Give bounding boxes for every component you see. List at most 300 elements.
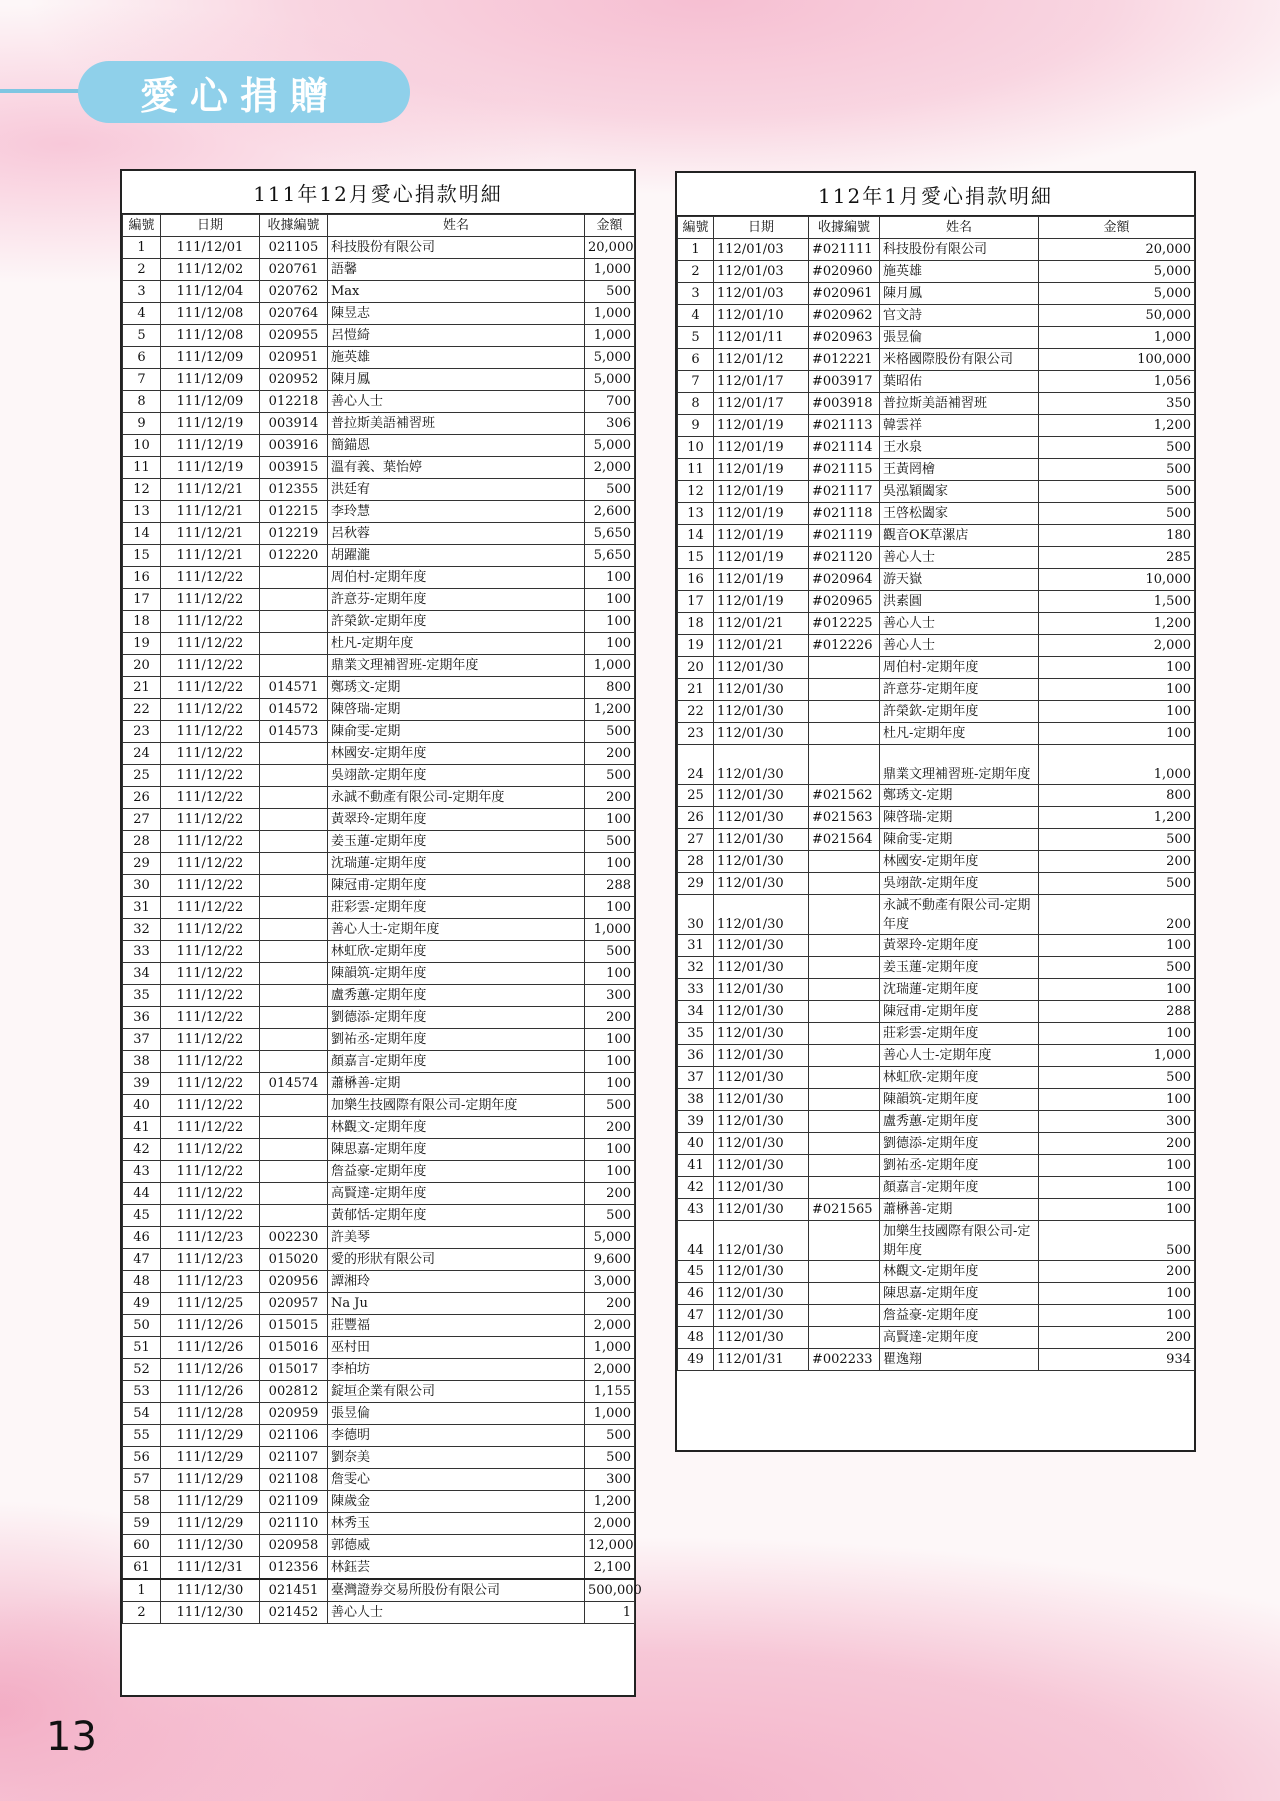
cell-date: 111/12/22 [161, 589, 260, 611]
cell-receipt-number: 002812 [260, 1381, 328, 1403]
table-row [123, 1315, 635, 1337]
cell-amount: 1,000 [585, 303, 635, 325]
cell-date: 111/12/22 [161, 1007, 260, 1029]
cell-row-number: 36 [678, 1045, 714, 1067]
cell-receipt-number: 015017 [260, 1359, 328, 1381]
cell-amount: 500 [585, 1205, 635, 1227]
cell-receipt-number: #012226 [809, 635, 880, 657]
cell-amount: 100 [585, 589, 635, 611]
donation-table-dec [120, 169, 642, 1697]
cell-row-number: 2 [678, 261, 714, 283]
cell-receipt-number [260, 941, 328, 963]
cell-row-number: 24 [123, 743, 161, 765]
cell-receipt-number: 003914 [260, 413, 328, 435]
donation-table-jan [675, 171, 1196, 1452]
cell-receipt-number [260, 1161, 328, 1183]
cell-amount: 100 [1039, 979, 1195, 1001]
table-header-row [123, 215, 635, 237]
cell-amount: 1,000 [585, 919, 635, 941]
table-row [678, 935, 1195, 957]
table-row [123, 721, 635, 743]
cell-amount: 100 [585, 1161, 635, 1183]
cell-donor-name: 葉昭佑 [880, 371, 1039, 393]
donation-table [122, 214, 642, 1624]
cell-donor-name: 蕭楙善-定期 [880, 1199, 1039, 1221]
cell-receipt-number [809, 1023, 880, 1045]
cell-amount: 5,000 [585, 347, 635, 369]
cell-amount: 200 [585, 1007, 635, 1029]
table-row [678, 305, 1195, 327]
cell-receipt-number [809, 1177, 880, 1199]
cell-date: 111/12/09 [161, 369, 260, 391]
cell-receipt-number: 020956 [260, 1271, 328, 1293]
table-row [123, 963, 635, 985]
cell-donor-name: 劉祐丞-定期年度 [328, 1029, 585, 1051]
cell-date: 111/12/22 [161, 897, 260, 919]
cell-donor-name: 杜凡-定期年度 [328, 633, 585, 655]
cell-receipt-number [260, 655, 328, 677]
cell-row-number: 40 [678, 1133, 714, 1155]
table-row [678, 1045, 1195, 1067]
table-row [678, 1001, 1195, 1023]
cell-amount: 5,000 [585, 369, 635, 391]
cell-donor-name: 黃翠玲-定期年度 [880, 935, 1039, 957]
cell-date: 112/01/30 [714, 807, 809, 829]
table-row [678, 1133, 1195, 1155]
cell-row-number: 14 [678, 525, 714, 547]
table-row [123, 1513, 635, 1535]
cell-row-number: 27 [123, 809, 161, 831]
cell-date: 111/12/29 [161, 1491, 260, 1513]
cell-donor-name: 劉德添-定期年度 [880, 1133, 1039, 1155]
cell-receipt-number: 012219 [260, 523, 328, 545]
cell-donor-name: 李德明 [328, 1425, 585, 1447]
cell-date: 112/01/03 [714, 261, 809, 283]
cell-donor-name: 陳月鳳 [880, 283, 1039, 305]
cell-donor-name: 劉祐丞-定期年度 [880, 1155, 1039, 1177]
cell-amount: 100 [585, 1051, 635, 1073]
cell-receipt-number: 021452 [260, 1602, 328, 1624]
cell-receipt-number [809, 873, 880, 895]
cell-receipt-number: 020959 [260, 1403, 328, 1425]
cell-date: 112/01/21 [714, 635, 809, 657]
cell-amount: 2,000 [1039, 635, 1195, 657]
table-row [123, 501, 635, 523]
cell-amount: 2,000 [585, 457, 635, 479]
cell-amount: 200 [585, 1183, 635, 1205]
cell-row-number: 52 [123, 1359, 161, 1381]
cell-amount: 500 [1039, 1067, 1195, 1089]
cell-receipt-number [260, 963, 328, 985]
cell-donor-name: 巫村田 [328, 1337, 585, 1359]
table-row [678, 503, 1195, 525]
cell-donor-name: 善心人士 [328, 1602, 585, 1624]
cell-row-number: 10 [678, 437, 714, 459]
cell-row-number: 29 [123, 853, 161, 875]
cell-receipt-number: 020764 [260, 303, 328, 325]
cell-receipt-number [260, 809, 328, 831]
table-row [123, 567, 635, 589]
cell-donor-name: 加樂生技國際有限公司-定期年度 [328, 1095, 585, 1117]
cell-receipt-number: 003915 [260, 457, 328, 479]
table-row [678, 635, 1195, 657]
cell-date: 112/01/12 [714, 349, 809, 371]
cell-date: 112/01/30 [714, 1155, 809, 1177]
cell-receipt-number [260, 1051, 328, 1073]
cell-amount: 500 [1039, 459, 1195, 481]
column-header-donor-name: 姓名 [328, 215, 585, 237]
cell-donor-name: 洪廷宥 [328, 479, 585, 501]
cell-amount: 300 [585, 985, 635, 1007]
table-title: 111年12月愛心捐款明細 [122, 171, 634, 214]
table-row [678, 481, 1195, 503]
table-row [123, 831, 635, 853]
cell-receipt-number [260, 567, 328, 589]
cell-date: 112/01/30 [714, 895, 809, 935]
cell-receipt-number [809, 935, 880, 957]
cell-row-number: 10 [123, 435, 161, 457]
cell-amount: 1,000 [585, 655, 635, 677]
cell-date: 112/01/30 [714, 873, 809, 895]
cell-receipt-number [809, 895, 880, 935]
cell-donor-name: 善心人士 [880, 635, 1039, 657]
cell-donor-name: 劉德添-定期年度 [328, 1007, 585, 1029]
cell-amount: 100 [1039, 1155, 1195, 1177]
cell-date: 111/12/22 [161, 1117, 260, 1139]
cell-amount: 20,000 [585, 237, 635, 259]
cell-donor-name: 吳泓穎闔家 [880, 481, 1039, 503]
cell-date: 111/12/04 [161, 281, 260, 303]
cell-receipt-number [809, 657, 880, 679]
cell-date: 111/12/21 [161, 523, 260, 545]
cell-row-number: 38 [123, 1051, 161, 1073]
cell-donor-name: 林國安-定期年度 [328, 743, 585, 765]
cell-date: 111/12/22 [161, 633, 260, 655]
cell-receipt-number [260, 831, 328, 853]
cell-date: 112/01/03 [714, 239, 809, 261]
cell-receipt-number [809, 1305, 880, 1327]
table-row [123, 391, 635, 413]
cell-date: 111/12/22 [161, 963, 260, 985]
cell-receipt-number [809, 701, 880, 723]
cell-donor-name: 盧秀蕙-定期年度 [328, 985, 585, 1007]
cell-donor-name: 沈瑞蓮-定期年度 [328, 853, 585, 875]
cell-date: 111/12/22 [161, 941, 260, 963]
cell-receipt-number: 015015 [260, 1315, 328, 1337]
cell-date: 111/12/22 [161, 699, 260, 721]
cell-amount: 1,056 [1039, 371, 1195, 393]
cell-date: 112/01/30 [714, 1089, 809, 1111]
cell-date: 112/01/30 [714, 1261, 809, 1283]
cell-donor-name: 顏嘉言-定期年度 [328, 1051, 585, 1073]
table-row [123, 809, 635, 831]
cell-date: 111/12/22 [161, 721, 260, 743]
cell-donor-name: 施英雄 [328, 347, 585, 369]
cell-receipt-number [260, 765, 328, 787]
cell-date: 111/12/26 [161, 1337, 260, 1359]
cell-amount: 100 [1039, 723, 1195, 745]
cell-amount: 288 [585, 875, 635, 897]
table-row [678, 723, 1195, 745]
cell-amount: 300 [585, 1469, 635, 1491]
cell-row-number: 12 [678, 481, 714, 503]
cell-receipt-number [260, 897, 328, 919]
table-row [678, 459, 1195, 481]
cell-receipt-number [260, 1029, 328, 1051]
table-row [123, 1337, 635, 1359]
cell-date: 111/12/09 [161, 347, 260, 369]
table-row [678, 371, 1195, 393]
cell-row-number: 17 [678, 591, 714, 613]
cell-date: 112/01/19 [714, 503, 809, 525]
cell-amount: 100 [585, 897, 635, 919]
table-row [678, 1177, 1195, 1199]
table-row [123, 1557, 635, 1580]
section-title: 愛心捐贈 [140, 73, 341, 118]
cell-donor-name: 游天嶽 [880, 569, 1039, 591]
cell-date: 112/01/30 [714, 679, 809, 701]
cell-donor-name: 陳俞雯-定期 [880, 829, 1039, 851]
cell-donor-name: 王黃罔檜 [880, 459, 1039, 481]
cell-receipt-number [260, 611, 328, 633]
cell-row-number: 40 [123, 1095, 161, 1117]
cell-amount: 500 [585, 479, 635, 501]
cell-date: 112/01/30 [714, 701, 809, 723]
cell-row-number: 42 [678, 1177, 714, 1199]
table-title: 112年1月愛心捐款明細 [677, 173, 1194, 216]
cell-amount: 2,600 [585, 501, 635, 523]
cell-date: 112/01/10 [714, 305, 809, 327]
cell-date: 112/01/30 [714, 1199, 809, 1221]
cell-amount: 5,650 [585, 523, 635, 545]
table-row [678, 437, 1195, 459]
cell-amount: 1,200 [1039, 613, 1195, 635]
cell-row-number: 12 [123, 479, 161, 501]
cell-receipt-number: #002233 [809, 1349, 880, 1371]
cell-donor-name: Max [328, 281, 585, 303]
cell-receipt-number: #021113 [809, 415, 880, 437]
cell-amount: 1 [585, 1602, 635, 1624]
cell-amount: 100 [1039, 1283, 1195, 1305]
cell-amount: 5,000 [1039, 261, 1195, 283]
cell-receipt-number: #021562 [809, 785, 880, 807]
cell-date: 112/01/30 [714, 1111, 809, 1133]
cell-donor-name: 洪素圓 [880, 591, 1039, 613]
cell-row-number: 5 [678, 327, 714, 349]
table-row [123, 853, 635, 875]
cell-date: 111/12/22 [161, 743, 260, 765]
cell-donor-name: 陳冠甫-定期年度 [880, 1001, 1039, 1023]
cell-date: 112/01/03 [714, 283, 809, 305]
cell-row-number: 20 [123, 655, 161, 677]
cell-date: 111/12/02 [161, 259, 260, 281]
cell-donor-name: 杜凡-定期年度 [880, 723, 1039, 745]
cell-donor-name: 溫有義、葉怡婷 [328, 457, 585, 479]
cell-donor-name: 莊彩雲-定期年度 [328, 897, 585, 919]
cell-receipt-number [809, 1111, 880, 1133]
cell-date: 112/01/30 [714, 1305, 809, 1327]
cell-receipt-number: #020963 [809, 327, 880, 349]
cell-row-number: 45 [123, 1205, 161, 1227]
cell-row-number: 6 [123, 347, 161, 369]
table-row [123, 897, 635, 919]
cell-row-number: 21 [678, 679, 714, 701]
cell-date: 111/12/22 [161, 1051, 260, 1073]
cell-row-number: 19 [678, 635, 714, 657]
cell-date: 111/12/08 [161, 325, 260, 347]
table-row [123, 1271, 635, 1293]
table-row [123, 985, 635, 1007]
cell-row-number: 26 [123, 787, 161, 809]
cell-date: 112/01/30 [714, 723, 809, 745]
cell-donor-name: 鄭琇文-定期 [328, 677, 585, 699]
table-row [123, 589, 635, 611]
cell-donor-name: 林虹欣-定期年度 [328, 941, 585, 963]
cell-amount: 500 [1039, 503, 1195, 525]
cell-donor-name: 張昱倫 [328, 1403, 585, 1425]
cell-donor-name: 善心人士 [880, 547, 1039, 569]
cell-receipt-number: #012225 [809, 613, 880, 635]
cell-receipt-number [809, 745, 880, 785]
header-accent-line [0, 89, 90, 93]
column-header-row-number: 編號 [123, 215, 161, 237]
cell-amount: 100 [585, 1073, 635, 1095]
cell-date: 111/12/09 [161, 391, 260, 413]
cell-receipt-number: 014572 [260, 699, 328, 721]
cell-row-number: 44 [123, 1183, 161, 1205]
cell-date: 111/12/01 [161, 237, 260, 259]
cell-receipt-number: 021108 [260, 1469, 328, 1491]
cell-donor-name: 許意芬-定期年度 [880, 679, 1039, 701]
cell-date: 111/12/22 [161, 985, 260, 1007]
cell-amount: 500 [1039, 957, 1195, 979]
cell-row-number: 9 [678, 415, 714, 437]
table-row [678, 979, 1195, 1001]
cell-row-number: 17 [123, 589, 161, 611]
cell-donor-name: 詹雯心 [328, 1469, 585, 1491]
cell-row-number: 18 [123, 611, 161, 633]
cell-row-number: 8 [123, 391, 161, 413]
cell-date: 112/01/19 [714, 459, 809, 481]
cell-donor-name: 王啓松闔家 [880, 503, 1039, 525]
cell-receipt-number: 014574 [260, 1073, 328, 1095]
cell-row-number: 48 [678, 1327, 714, 1349]
cell-receipt-number [809, 1067, 880, 1089]
table-row [678, 1349, 1195, 1371]
column-header-receipt-number: 收據編號 [260, 215, 328, 237]
cell-receipt-number: 021451 [260, 1579, 328, 1602]
cell-amount: 180 [1039, 525, 1195, 547]
cell-row-number: 47 [123, 1249, 161, 1271]
cell-donor-name: 陳俞雯-定期 [328, 721, 585, 743]
cell-receipt-number [260, 589, 328, 611]
cell-donor-name: 陳啓瑞-定期 [880, 807, 1039, 829]
cell-amount: 1,200 [1039, 415, 1195, 437]
cell-amount: 1,000 [1039, 1045, 1195, 1067]
section-header [78, 61, 410, 123]
cell-date: 111/12/22 [161, 567, 260, 589]
cell-amount: 100 [585, 809, 635, 831]
cell-date: 111/12/22 [161, 875, 260, 897]
cell-amount: 100 [585, 567, 635, 589]
cell-amount: 100 [585, 963, 635, 985]
cell-row-number: 38 [678, 1089, 714, 1111]
cell-row-number: 7 [123, 369, 161, 391]
cell-donor-name: 周伯村-定期年度 [328, 567, 585, 589]
table-row [123, 655, 635, 677]
cell-donor-name: 姜玉蓮-定期年度 [880, 957, 1039, 979]
table-row [678, 591, 1195, 613]
cell-receipt-number [260, 1117, 328, 1139]
cell-receipt-number: #021120 [809, 547, 880, 569]
cell-receipt-number [260, 743, 328, 765]
table-row [123, 281, 635, 303]
cell-row-number: 9 [123, 413, 161, 435]
table-row [123, 1381, 635, 1403]
cell-row-number: 23 [123, 721, 161, 743]
cell-donor-name: 詹益豪-定期年度 [880, 1305, 1039, 1327]
cell-date: 112/01/19 [714, 525, 809, 547]
cell-row-number: 3 [678, 283, 714, 305]
cell-receipt-number [260, 1095, 328, 1117]
cell-date: 112/01/31 [714, 1349, 809, 1371]
table-row [123, 1579, 635, 1602]
table-row [123, 1535, 635, 1557]
cell-amount: 500 [585, 281, 635, 303]
table-row [123, 941, 635, 963]
table-row [678, 1327, 1195, 1349]
cell-row-number: 57 [123, 1469, 161, 1491]
table-row [678, 851, 1195, 873]
cell-donor-name: 顏嘉言-定期年度 [880, 1177, 1039, 1199]
cell-donor-name: 米格國際股份有限公司 [880, 349, 1039, 371]
cell-receipt-number: 021110 [260, 1513, 328, 1535]
table-row [123, 1602, 635, 1624]
table-row [678, 895, 1195, 935]
cell-date: 111/12/22 [161, 787, 260, 809]
cell-donor-name: 詹益豪-定期年度 [328, 1161, 585, 1183]
cell-amount: 100 [1039, 1089, 1195, 1111]
cell-donor-name: 沈瑞蓮-定期年度 [880, 979, 1039, 1001]
cell-donor-name: 觀音OK草漯店 [880, 525, 1039, 547]
cell-receipt-number: 020952 [260, 369, 328, 391]
cell-amount: 1,000 [585, 1337, 635, 1359]
cell-receipt-number: 021107 [260, 1447, 328, 1469]
cell-date: 111/12/30 [161, 1579, 260, 1602]
cell-date: 111/12/21 [161, 545, 260, 567]
table-row [123, 1249, 635, 1271]
cell-donor-name: 陳啓瑞-定期 [328, 699, 585, 721]
cell-date: 112/01/30 [714, 851, 809, 873]
cell-date: 111/12/22 [161, 809, 260, 831]
cell-receipt-number: 021109 [260, 1491, 328, 1513]
cell-row-number: 49 [678, 1349, 714, 1371]
cell-receipt-number [809, 1133, 880, 1155]
cell-amount: 500 [1039, 481, 1195, 503]
cell-amount: 5,000 [585, 435, 635, 457]
cell-donor-name: 許美琴 [328, 1227, 585, 1249]
table-row [678, 569, 1195, 591]
cell-receipt-number: 003916 [260, 435, 328, 457]
cell-donor-name: 郭德威 [328, 1535, 585, 1557]
cell-receipt-number [260, 633, 328, 655]
cell-row-number: 45 [678, 1261, 714, 1283]
cell-donor-name: 簡錨恩 [328, 435, 585, 457]
cell-donor-name: 李玲慧 [328, 501, 585, 523]
cell-receipt-number: #021111 [809, 239, 880, 261]
cell-receipt-number: #020960 [809, 261, 880, 283]
cell-donor-name: 語馨 [328, 259, 585, 281]
